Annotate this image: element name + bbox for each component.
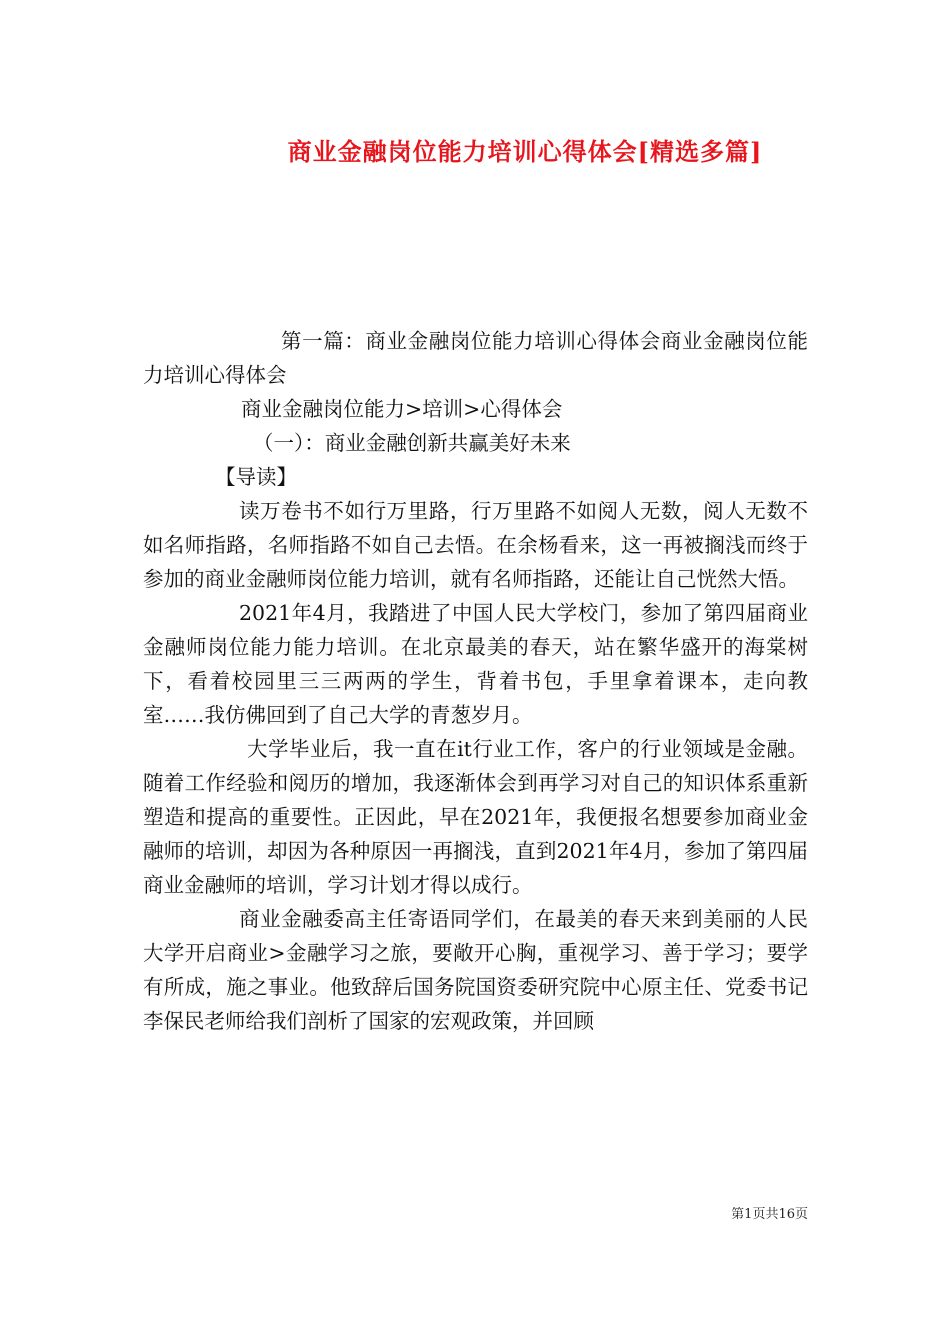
document-title: 商业金融岗位能力培训心得体会[精选多篇] [287, 137, 763, 166]
page-number: 第1页共16页 [731, 1207, 808, 1222]
subheading: 商业金融岗位能力>培训>心得体会 [241, 397, 563, 421]
body-paragraph: 商业金融委高主任寄语同学们，在最美的春天来到美丽的人民大学开启商业>金融学习之旅，要敞开心胸，重视学习、善于学习；要学有所成，施之事业。他致辞后国务院国资委研究院中心原主任、党委书记李保民老师给我们剖析了国家的宏观政策，并回顾 [143, 907, 808, 1033]
document-body [143, 324, 808, 1038]
lead-label: 【导读】 [215, 465, 297, 489]
section-heading: 第一篇：商业金融岗位能力培训心得体会商业金融岗位能力培训心得体会 [143, 329, 808, 387]
subheading: （一）：商业金融创新共赢美好未来 [253, 431, 571, 455]
body-paragraph: 大学毕业后，我一直在it行业工作，客户的行业领域是金融。随着工作经验和阅历的增加，我逐渐体会到再学习对自己的知识体系重新塑造和提高的重要性。正因此，早在2021年，我便报名想要参加商业金融师的培训，却因为各种原因一再搁浅，直到2021年4月，参加了第四届商业金融师的培训，学习计划才得以成行。 [143, 737, 808, 897]
body-paragraph: 读万卷书不如行万里路，行万里路不如阅人无数，阅人无数不如名师指路，名师指路不如自己去悟。在余杨看来，这一再被搁浅而终于参加的商业金融师岗位能力培训，就有名师指路，还能让自己恍然大悟。 [143, 499, 808, 591]
body-paragraph: 2021年4月，我踏进了中国人民大学校门，参加了第四届商业金融师岗位能力能力培训。在北京最美的春天，站在繁华盛开的海棠树下，看着校园里三三两两的学生，背着书包，手里拿着课本，走向教室……我仿佛回到了自己大学的青葱岁月。 [143, 601, 808, 727]
